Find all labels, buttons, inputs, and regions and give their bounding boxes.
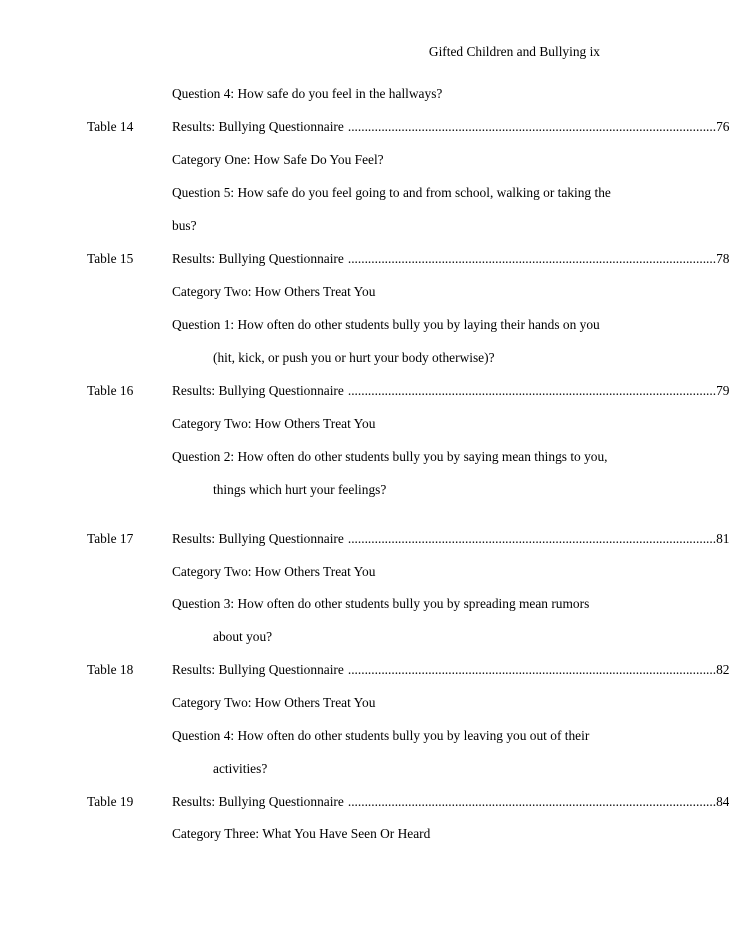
question-text-continued: activities? bbox=[213, 761, 268, 776]
toc-title: Results: Bullying Questionnaire bbox=[172, 662, 344, 677]
question-text-continued: bus? bbox=[172, 218, 197, 233]
category-text: Category One: How Safe Do You Feel? bbox=[172, 152, 384, 167]
toc-entry[interactable] bbox=[172, 794, 729, 810]
table-label: Table 14 bbox=[87, 119, 134, 134]
table-label: Table 19 bbox=[87, 794, 134, 809]
category-text: Category Two: How Others Treat You bbox=[172, 695, 376, 710]
toc-title: Results: Bullying Questionnaire bbox=[172, 531, 344, 546]
question-text: Question 2: How often do other students bully you by saying mean things to you, bbox=[172, 449, 608, 464]
table-label: Table 16 bbox=[87, 383, 134, 398]
toc-title: Results: Bullying Questionnaire bbox=[172, 383, 344, 398]
table-label: Table 18 bbox=[87, 662, 134, 677]
toc-page-number: 79 bbox=[716, 383, 729, 398]
category-text: Category Two: How Others Treat You bbox=[172, 416, 376, 431]
toc-leader-dots: .............................................................................................................. bbox=[347, 119, 717, 134]
running-head: Gifted Children and Bullying ix bbox=[428, 44, 600, 59]
table-label: Table 17 bbox=[87, 531, 134, 546]
category-text: Category Two: How Others Treat You bbox=[172, 284, 376, 299]
table-label: Table 15 bbox=[87, 251, 134, 266]
question-text: Question 4: How safe do you feel in the hallways? bbox=[172, 86, 443, 101]
question-text: Question 4: How often do other students bully you by leaving you out of their bbox=[172, 728, 590, 743]
toc-entry[interactable] bbox=[172, 531, 729, 547]
toc-entry[interactable] bbox=[172, 383, 729, 399]
question-text-continued: about you? bbox=[213, 629, 273, 644]
toc-page-number: 84 bbox=[716, 794, 729, 809]
question-text: Question 5: How safe do you feel going to and from school, walking or taking the bbox=[172, 185, 611, 200]
toc-entry[interactable] bbox=[172, 251, 729, 267]
toc-entry[interactable] bbox=[172, 662, 729, 678]
category-text: Category Two: How Others Treat You bbox=[172, 564, 376, 579]
question-text: Question 3: How often do other students bully you by spreading mean rumors bbox=[172, 596, 590, 611]
question-text-continued: (hit, kick, or push you or hurt your body otherwise)? bbox=[213, 350, 495, 365]
toc-title: Results: Bullying Questionnaire bbox=[172, 794, 344, 809]
toc-page-number: 82 bbox=[716, 662, 729, 677]
toc-leader-dots: .............................................................................................................. bbox=[347, 383, 717, 398]
toc-leader-dots: .............................................................................................................. bbox=[347, 794, 717, 809]
category-text: Category Three: What You Have Seen Or Heard bbox=[172, 826, 431, 841]
toc-title: Results: Bullying Questionnaire bbox=[172, 119, 344, 134]
toc-page-number: 76 bbox=[716, 119, 729, 134]
toc-leader-dots: .............................................................................................................. bbox=[347, 251, 717, 266]
question-text: Question 1: How often do other students bully you by laying their hands on you bbox=[172, 317, 600, 332]
toc-entry[interactable] bbox=[172, 119, 729, 135]
question-text-continued: things which hurt your feelings? bbox=[213, 482, 387, 497]
toc-title: Results: Bullying Questionnaire bbox=[172, 251, 344, 266]
toc-leader-dots: .............................................................................................................. bbox=[347, 662, 717, 677]
toc-page-number: 81 bbox=[716, 531, 729, 546]
toc-leader-dots: .............................................................................................................. bbox=[347, 531, 717, 546]
toc-page-number: 78 bbox=[716, 251, 729, 266]
